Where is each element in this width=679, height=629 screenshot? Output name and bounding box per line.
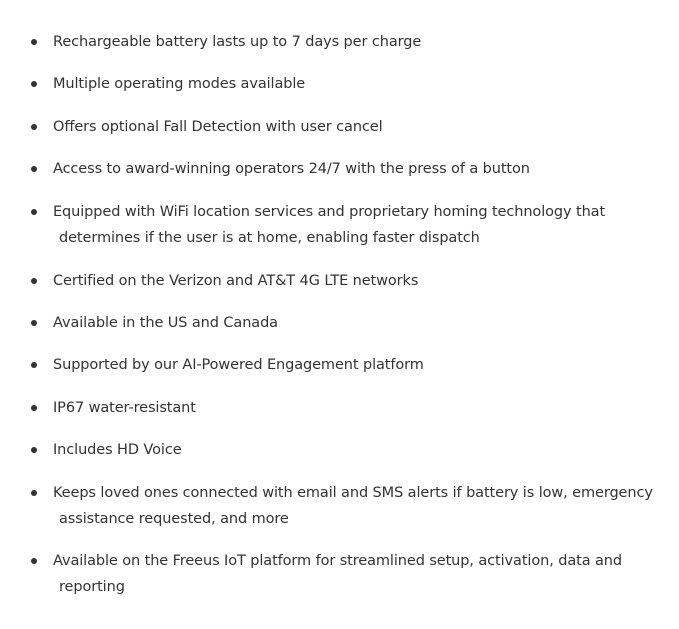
bullet-icon [31, 209, 37, 215]
feature-text [53, 437, 663, 463]
bullet-icon [31, 166, 37, 172]
feature-text [53, 548, 663, 600]
feature-text [53, 29, 663, 55]
feature-text-line: Rechargeable battery lasts up to 7 days per charge [53, 34, 422, 50]
feature-text [53, 310, 663, 336]
feature-text-line: Keeps loved ones connected with email and SMS alerts if battery is low, emergency [53, 485, 653, 501]
feature-text [53, 114, 663, 140]
feature-text [53, 352, 663, 378]
bullet-icon [31, 558, 37, 564]
feature-text-line: Equipped with WiFi location services and proprietary homing technology that [53, 204, 606, 220]
bullet-icon [31, 447, 37, 453]
bullet-icon [31, 490, 37, 496]
feature-text-line: IP67 water-resistant [53, 400, 196, 416]
bullet-icon [31, 405, 37, 411]
feature-text [53, 156, 663, 182]
bullet-icon [31, 81, 37, 87]
bullet-icon [31, 320, 37, 326]
bullet-icon [31, 278, 37, 284]
feature-text-line: Available on the Freeus IoT platform for streamlined setup, activation, data and [53, 553, 622, 569]
bullet-icon [31, 124, 37, 130]
feature-text-line: Supported by our AI-Powered Engagement platform [53, 357, 424, 373]
feature-text-line: Certified on the Verizon and AT&T 4G LTE networks [53, 273, 419, 289]
feature-text [53, 480, 663, 532]
feature-text [53, 199, 663, 251]
feature-text-line: Available in the US and Canada [53, 315, 278, 331]
feature-text-line: Offers optional Fall Detection with user cancel [53, 119, 383, 135]
feature-text-line: Multiple operating modes available [53, 76, 306, 92]
bullet-icon [31, 362, 37, 368]
feature-text-line: Includes HD Voice [53, 442, 182, 458]
feature-text [53, 395, 663, 421]
feature-text-line: reporting [59, 579, 125, 595]
feature-text [53, 71, 663, 97]
feature-text [53, 268, 663, 294]
feature-text-line: Access to award-winning operators 24/7 with the press of a button [53, 161, 530, 177]
feature-text-line: assistance requested, and more [59, 511, 289, 527]
feature-text-line: determines if the user is at home, enabling faster dispatch [59, 230, 480, 246]
bullet-icon [31, 39, 37, 45]
